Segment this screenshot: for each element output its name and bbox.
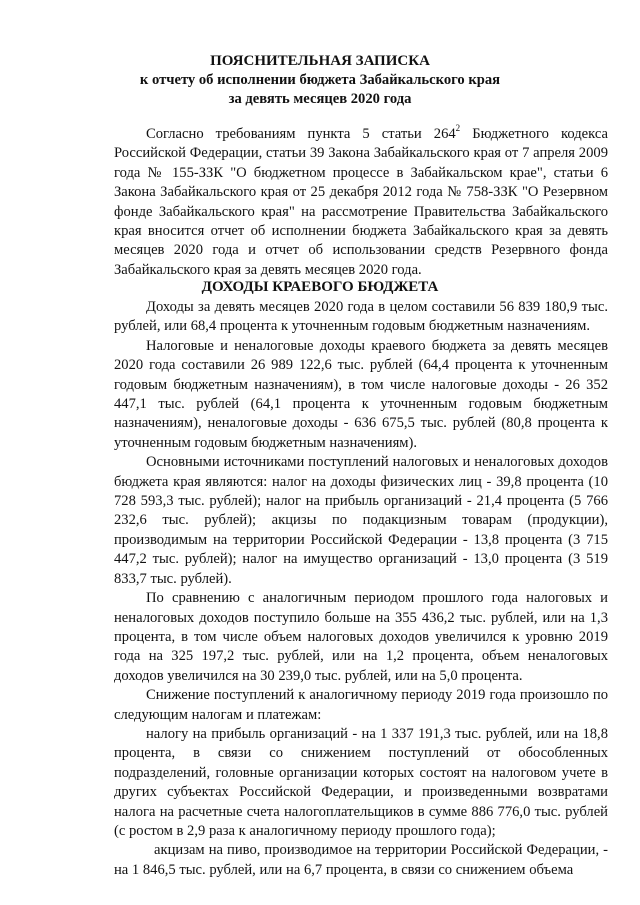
section-body <box>114 298 608 880</box>
intro-text-end: Бюджетного кодекса Российской Федерации, статьи 39 Закона Забайкальского края от 7 апреля 2009 года № 155-ЗЗК "О бюджетном процессе в Забайкальском крае", статьи 6 Закона Забайкальского края от 25 декабря 2012 года № 758-ЗЗК "О Резервном фонде Забайкальского края" на рассмотрение Правительства Забайкальского края вносится отчет об исполнении бюджета Забайкальского края за девять месяцев 2020 года и отчет об использовании средств Резервного фонда Забайкальского края за девять месяцев 2020 года. <box>114 126 608 278</box>
document-title: ПОЯСНИТЕЛЬНАЯ ЗАПИСКА <box>210 53 430 69</box>
intro-paragraph <box>114 125 608 280</box>
paragraph-tax-nontax-revenue: Налоговые и неналоговые доходы краевого бюджета за девять месяцев 2020 года составили 26 989 122,6 тыс. рублей (64,4 процента к уточненным годовым бюджетным назначениям), в том числе налоговые доходы - 26 352 447,1 тыс. рублей (64,1 процента к уточненным годовым бюджетным назначениям), неналоговые доходы - 636 675,5 тыс. рублей (80,8 процента к уточненным годовым бюджетным назначениям). <box>114 337 608 451</box>
intro-superscript: 2 <box>455 123 461 133</box>
intro-block <box>114 125 608 280</box>
paragraph-decrease-intro: Снижение поступлений к аналогичному периоду 2019 года произошло по следующим налогам и платежам: <box>114 687 608 723</box>
paragraph-comparison-prior-year: По сравнению с аналогичным периодом прошлого года налоговых и неналоговых доходов поступило больше на 355 436,2 тыс. рублей, или на 1,3 процента, в том числе объем налоговых доходов увеличился к уровню 2019 года на 325 197,2 тыс. рублей, или на 1,2 процента, объем неналоговых доходов увеличился на 30 239,0 тыс. рублей, или на 5,0 процента. <box>114 590 608 684</box>
document-subtitle-line-2: за девять месяцев 2020 года <box>228 91 412 107</box>
section-heading: ДОХОДЫ КРАЕВОГО БЮДЖЕТА <box>201 279 439 295</box>
list-item-profit-tax: налогу на прибыль организаций - на 1 337 191,3 тыс. рублей, или на 18,8 процента, в связи со снижением поступлений от обособленных подразделений, головные организации которых состоят на налоговом учете в других субъектах Российской Федерации, и произведенными возвратами налога на расчетные счета налогоплательщиков в сумме 886 776,0 тыс. рублей (с ростом в 2,9 раза к аналогичному периоду прошлого года); <box>114 725 608 839</box>
paragraph-total-revenue: Доходы за девять месяцев 2020 года в целом составили 56 839 180,9 тыс. рублей, или 68,4 процента к уточненным годовым бюджетным назначениям. <box>114 299 608 335</box>
document-subtitle-line-1: к отчету об исполнении бюджета Забайкальского края <box>139 72 501 88</box>
intro-text-start: Согласно требованиям пункта 5 статьи 264 <box>146 126 456 142</box>
list-item-beer-excise: акцизам на пиво, производимое на территории Российской Федерации, - на 1 846,5 тыс. рублей, или на 6,7 процента, в связи со снижением объема <box>114 842 608 878</box>
paragraph-main-sources: Основными источниками поступлений налоговых и неналоговых доходов бюджета края являются: налог на доходы физических лиц - 39,8 процента (10 728 593,3 тыс. рублей); налог на прибыль организаций - 21,4 процента (5 766 232,6 тыс. рублей); акцизы по подакцизным товарам (продукции), производимым на территории Российской Федерации - 13,8 процента (3 715 447,2 тыс. рублей); налог на имущество организаций - 13,0 процента (3 519 833,7 тыс. рублей). <box>114 454 608 587</box>
